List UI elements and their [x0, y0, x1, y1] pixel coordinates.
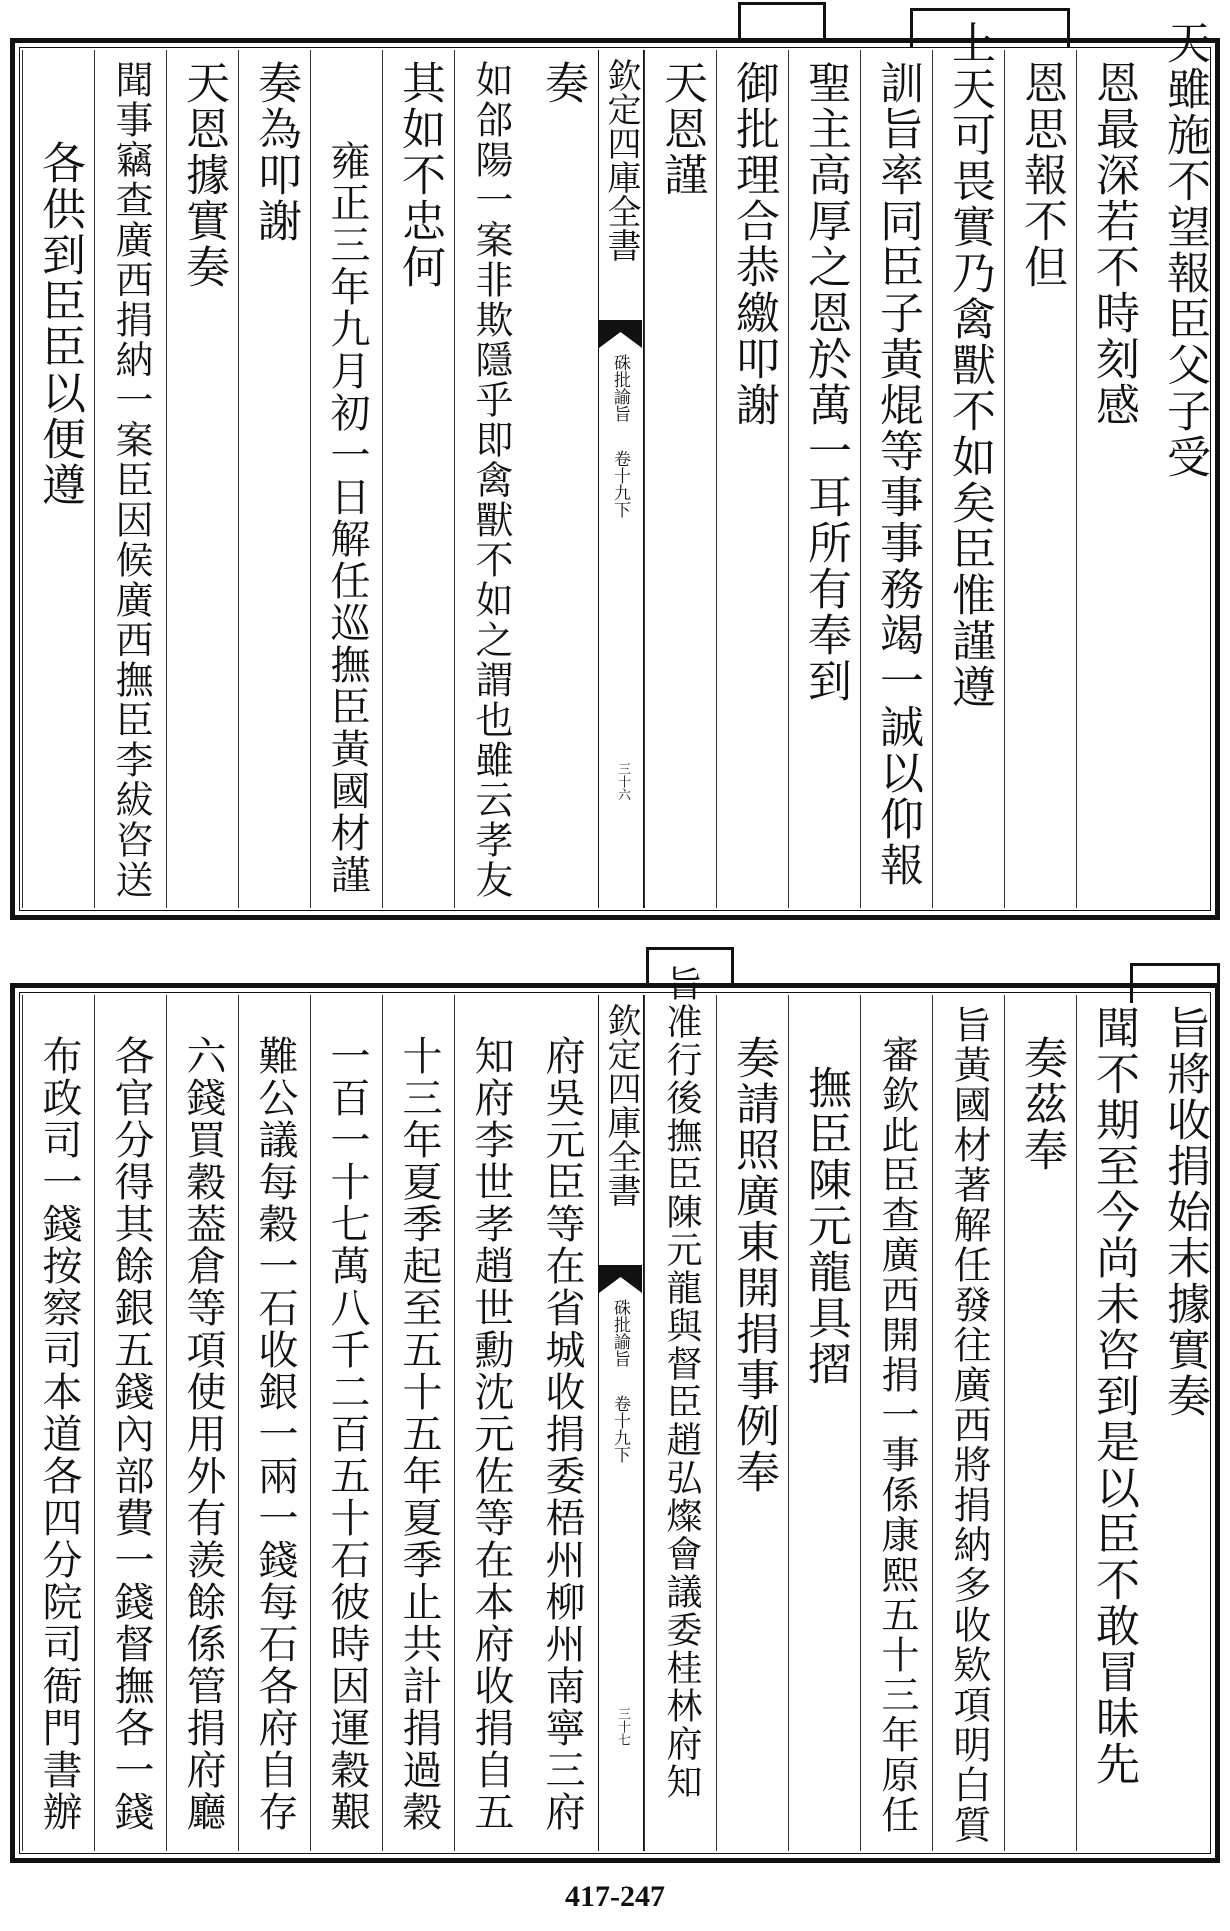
text-column: 審欽此臣查廣西開捐一事係康熙五十三年原任 [860, 995, 932, 1851]
text-column: 布政司一錢按察司本道各四分院司衙門書辦 [22, 995, 94, 1851]
text-column: 奏請照廣東開捐事例奉 [716, 995, 788, 1851]
text-column: 各官分得其餘銀五錢內部費一錢督撫各一錢 [94, 995, 166, 1851]
folio-number: 三十七 [615, 1707, 630, 1746]
text-column: 一百一十七萬八千二百五十石彼時因運穀艱 [310, 995, 382, 1851]
text-column: 六錢買穀葢倉等項使用外有羨餘係管捐府廳 [166, 995, 238, 1851]
text-column: 聞事竊查廣西捐納一案臣因候廣西撫臣李紱咨送 [94, 50, 166, 908]
fishtail-mark-icon [599, 1265, 642, 1293]
volume-label: 卷十九下 [610, 450, 630, 518]
text-column: 天恩據實奏 [166, 50, 238, 908]
text-column: 上天可畏實乃禽獸不如矣臣惟謹遵 [932, 50, 1004, 908]
text-column: 聖主高厚之恩於萬一耳所有奉到 [788, 50, 860, 908]
text-column: 訓旨率同臣子黃焜等事事務竭一誠以仰報 [860, 50, 932, 908]
text-column: 撫臣陳元龍具摺 [788, 995, 860, 1851]
book-title: 欽定四庫全書 [601, 58, 641, 262]
page-number: 417-247 [565, 1880, 665, 1913]
text-column: 旨將收捐始末據實奏 [1159, 1005, 1210, 1419]
top-page [10, 20, 1220, 920]
text-column: 奏茲奉 [1004, 995, 1076, 1851]
text-column: 奏 [537, 60, 588, 106]
spine-column [598, 50, 644, 908]
text-column: 恩思報不但 [1004, 50, 1076, 908]
text-column: 各供到臣臣以便遵 [22, 50, 94, 908]
text-column: 雍正三年九月初一日解任巡撫臣黃國材謹 [310, 50, 382, 908]
text-column: 府吳元臣等在省城收捐委梧州柳州南寧三府 [539, 1035, 585, 1833]
text-column: 十三年夏季起至五十五年夏季止共計捐過穀 [382, 995, 454, 1851]
text-column: 奏為叩謝 [238, 50, 310, 908]
text-column: 知府李世孝趙世勳沈元佐等在本府收捐自五 [454, 995, 526, 1851]
text-column: 恩最深若不時刻感 [1076, 50, 1148, 908]
text-column: 難公議每穀一石收銀一兩一錢每石各府自存 [238, 995, 310, 1851]
chapter-title: 硃批諭旨 [610, 1299, 630, 1367]
text-column: 天恩謹 [644, 50, 716, 908]
chapter-title: 硃批諭旨 [610, 354, 630, 422]
bottom-page [10, 965, 1220, 1863]
text-column: 其如不忠何 [382, 50, 454, 908]
text-column: 御批理合恭繳叩謝 [716, 50, 788, 908]
text-column: 旨黃國材著解任發往廣西將捐納多收欵項明白質 [932, 995, 1004, 1851]
volume-label: 卷十九下 [610, 1395, 630, 1463]
text-column: 聞不期至今尚未咨到是以臣不敢冒昧先 [1076, 995, 1148, 1851]
text-column: 如郃陽一案非欺隱乎即禽獸不如之謂也雖云孝友 [454, 50, 526, 908]
book-title: 欽定四庫全書 [601, 1003, 641, 1207]
text-column: 旨准行後撫臣陳元龍與督臣趙弘燦會議委桂林府知 [644, 995, 716, 1851]
top-page-header-tab [738, 2, 826, 42]
text-column: 天雖施不望報臣父子受 [1159, 20, 1210, 480]
folio-number: 三十六 [615, 762, 630, 801]
fishtail-mark-icon [599, 320, 642, 348]
spine-column [598, 995, 644, 1851]
